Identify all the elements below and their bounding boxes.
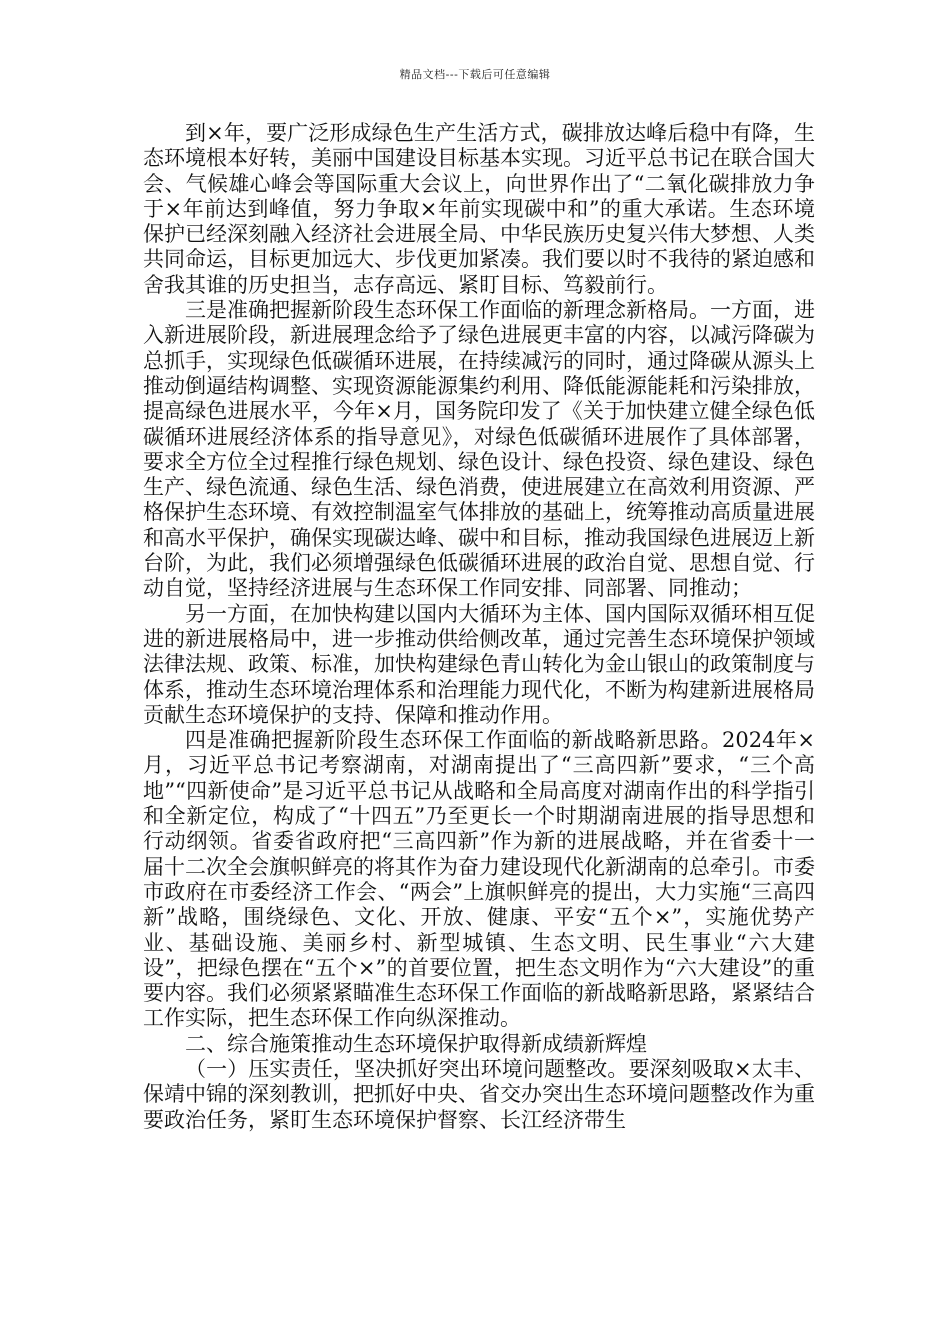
paragraph: 四是准确把握新阶段生态环保工作面临的新战略新思路。2024年×月，习近平总书记考察湖南，对湖南提出了“三高四新”要求，“三个高地”“四新使命”是习近平总书记从战略和全局高度对湖南作出的科学指引和全新定位，构成了“十四五”乃至更长一个时期湖南进展的指导思想和行动纲领。省委省政府把“三高四新”作为新的进展战略，并在省委十一届十二次全会旗帜鲜亮的将其作为奋力建设现代化新湖南的总牵引。市委市政府在市委经济工作会、“两会”上旗帜鲜亮的提出，大力实施“三高四新”战略，围绕绿色、文化、开放、健康、平安“五个×”，实施优势产业、基础设施、美丽乡村、新型城镇、生态文明、民生事业“六大建设”，把绿色摆在“五个×”的首要位置，把生态文明作为“六大建设”的重要内容。我们必须紧紧瞄准生态环保工作面临的新战略新思路，紧紧结合工作实际，把生态环保工作向纵深推动。 — [143, 728, 815, 1031]
paragraph: 到×年，要广泛形成绿色生产生活方式，碳排放达峰后稳中有降，生态环境根本好转，美丽中国建设目标基本实现。习近平总书记在联合国大会、气候雄心峰会等国际重大会议上，向世界作出了“二氧化碳排放力争于×年前达到峰值，努力争取×年前实现碳中和”的重大承诺。生态环境保护已经深刻融入经济社会进展全局、中华民族历史复兴伟大梦想、人类共同命运，目标更加远大、步伐更加紧凑。我们要以时不我待的紧迫感和舍我其谁的历史担当，志存高远、紧盯目标、笃毅前行。 — [143, 121, 815, 297]
paragraph: 三是准确把握新阶段生态环保工作面临的新理念新格局。一方面，进入新进展阶段，新进展理念给予了绿色进展更丰富的内容，以减污降碳为总抓手，实现绿色低碳循环进展，在持续减污的同时，通过降碳从源头上推动倒逼结构调整、实现资源能源集约利用、降低能源能耗和污染排放，提高绿色进展水平，今年×月，国务院印发了《关于加快建立健全绿色低碳循环进展经济体系的指导意见》，对绿色低碳循环进展作了具体部署，要求全方位全过程推行绿色规划、绿色设计、绿色投资、绿色建设、绿色生产、绿色流通、绿色生活、绿色消费，使进展建立在高效利用资源、严格保护生态环境、有效控制温室气体排放的基础上，统筹推动高质量进展和高水平保护，确保实现碳达峰、碳中和目标，推动我国绿色进展迈上新台阶，为此，我们必须增强绿色低碳循环进展的政治自觉、思想自觉、行动自觉，坚持经济进展与生态环保工作同安排、同部署、同推动； — [143, 298, 815, 601]
document-body — [143, 121, 815, 1133]
page-header: 精品文档---下载后可任意编辑 — [399, 68, 551, 81]
paragraph: 另一方面，在加快构建以国内大循环为主体、国内国际双循环相互促进的新进展格局中，进一步推动供给侧改革，通过完善生态环境保护领域法律法规、政策、标准，加快构建绿色青山转化为金山银山的政策制度与体系，推动生态环境治理体系和治理能力现代化，不断为构建新进展格局贡献生态环境保护的支持、保障和推动作用。 — [143, 601, 815, 727]
paragraph: （一）压实责任，坚决抓好突出环境问题整改。要深刻吸取×太丰、保靖中锦的深刻教训，把抓好中央、省交办突出生态环境问题整改作为重要政治任务，紧盯生态环境保护督察、长江经济带生 — [143, 1056, 815, 1132]
section-heading: 二、综合施策推动生态环境保护取得新成绩新辉煌 — [185, 1031, 647, 1056]
